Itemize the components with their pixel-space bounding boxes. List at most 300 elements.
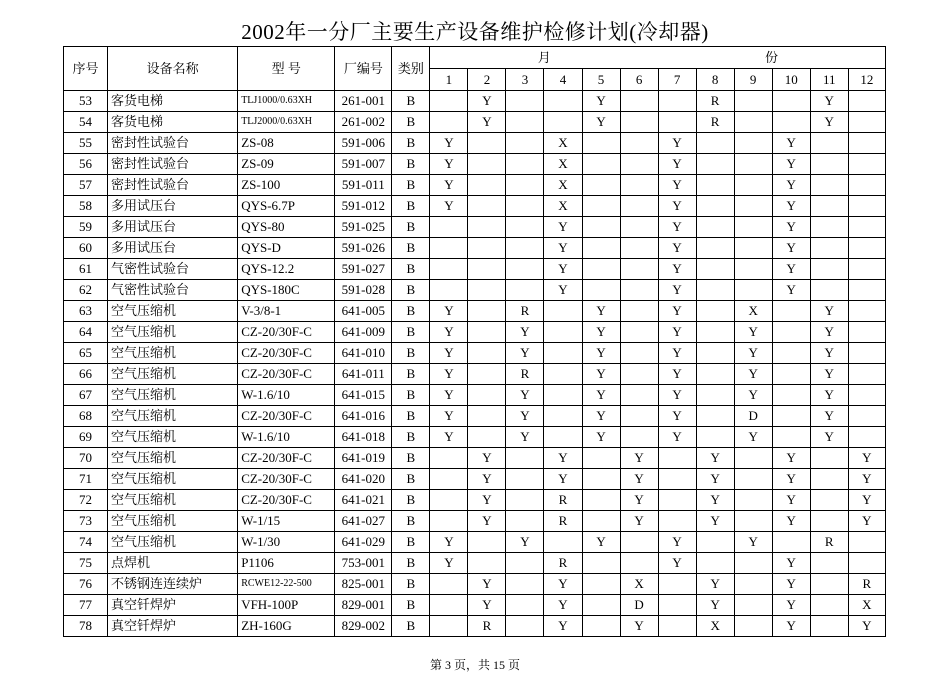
cell-month-8: X	[696, 616, 734, 637]
cell-category: B	[392, 280, 430, 301]
cell-category: B	[392, 322, 430, 343]
cell-plant-no: 641-021	[335, 490, 392, 511]
cell-month-2: Y	[468, 448, 506, 469]
cell-plant-no: 591-025	[335, 217, 392, 238]
cell-month-6	[620, 280, 658, 301]
header-month-8: 8	[696, 69, 734, 91]
cell-month-10: Y	[772, 259, 810, 280]
cell-month-4: X	[544, 133, 582, 154]
cell-seq: 72	[64, 490, 108, 511]
cell-month-8: R	[696, 91, 734, 112]
cell-seq: 66	[64, 364, 108, 385]
cell-month-2: Y	[468, 574, 506, 595]
cell-month-5: Y	[582, 364, 620, 385]
cell-model: W-1.6/10	[238, 427, 335, 448]
cell-month-6: Y	[620, 616, 658, 637]
cell-model: QYS-180C	[238, 280, 335, 301]
cell-month-9	[734, 259, 772, 280]
cell-plant-no: 641-029	[335, 532, 392, 553]
cell-month-7	[658, 91, 696, 112]
cell-month-12	[848, 196, 885, 217]
cell-month-3: Y	[506, 406, 544, 427]
cell-month-6: Y	[620, 448, 658, 469]
cell-seq: 57	[64, 175, 108, 196]
cell-month-7: Y	[658, 322, 696, 343]
cell-month-1: Y	[430, 196, 468, 217]
cell-name: 空气压缩机	[108, 448, 238, 469]
cell-seq: 53	[64, 91, 108, 112]
cell-month-6	[620, 385, 658, 406]
cell-month-3: Y	[506, 322, 544, 343]
cell-month-12	[848, 154, 885, 175]
table-row	[64, 322, 886, 343]
cell-month-8	[696, 322, 734, 343]
cell-seq: 67	[64, 385, 108, 406]
cell-month-5	[582, 448, 620, 469]
cell-category: B	[392, 217, 430, 238]
cell-month-9: Y	[734, 322, 772, 343]
cell-name: 空气压缩机	[108, 301, 238, 322]
table-row	[64, 133, 886, 154]
cell-month-2	[468, 385, 506, 406]
cell-month-3: Y	[506, 385, 544, 406]
table-row	[64, 112, 886, 133]
cell-month-10: Y	[772, 175, 810, 196]
header-month-4: 4	[544, 69, 582, 91]
cell-month-11	[810, 448, 848, 469]
cell-month-8: R	[696, 112, 734, 133]
cell-month-10: Y	[772, 574, 810, 595]
cell-category: B	[392, 427, 430, 448]
cell-month-8	[696, 196, 734, 217]
cell-plant-no: 591-028	[335, 280, 392, 301]
cell-month-9	[734, 574, 772, 595]
cell-month-8: Y	[696, 490, 734, 511]
table-row	[64, 511, 886, 532]
cell-month-4: Y	[544, 217, 582, 238]
cell-month-8	[696, 175, 734, 196]
cell-month-10: Y	[772, 595, 810, 616]
cell-month-3	[506, 553, 544, 574]
cell-month-3	[506, 91, 544, 112]
cell-month-4	[544, 301, 582, 322]
cell-month-11	[810, 175, 848, 196]
cell-month-2	[468, 259, 506, 280]
cell-model: QYS-80	[238, 217, 335, 238]
cell-month-1	[430, 112, 468, 133]
cell-month-12	[848, 385, 885, 406]
cell-month-3	[506, 595, 544, 616]
header-model: 型 号	[238, 47, 335, 91]
cell-month-5: Y	[582, 301, 620, 322]
cell-model: QYS-12.2	[238, 259, 335, 280]
cell-month-10: Y	[772, 280, 810, 301]
header-row-1	[64, 47, 886, 69]
cell-month-4: X	[544, 196, 582, 217]
cell-plant-no: 641-009	[335, 322, 392, 343]
table-row	[64, 175, 886, 196]
cell-month-3	[506, 154, 544, 175]
cell-plant-no: 825-001	[335, 574, 392, 595]
cell-category: B	[392, 406, 430, 427]
cell-month-5	[582, 217, 620, 238]
cell-model: CZ-20/30F-C	[238, 448, 335, 469]
cell-month-3: Y	[506, 427, 544, 448]
cell-month-8	[696, 532, 734, 553]
cell-seq: 65	[64, 343, 108, 364]
cell-name: 空气压缩机	[108, 511, 238, 532]
cell-month-6	[620, 322, 658, 343]
header-month-6: 6	[620, 69, 658, 91]
cell-month-1	[430, 469, 468, 490]
cell-month-8: Y	[696, 574, 734, 595]
cell-month-11	[810, 574, 848, 595]
cell-month-3	[506, 280, 544, 301]
cell-month-12: Y	[848, 511, 885, 532]
cell-month-12	[848, 238, 885, 259]
cell-category: B	[392, 448, 430, 469]
cell-model: ZH-160G	[238, 616, 335, 637]
cell-month-12	[848, 133, 885, 154]
cell-month-7	[658, 469, 696, 490]
cell-month-6	[620, 532, 658, 553]
cell-month-12	[848, 406, 885, 427]
cell-month-4	[544, 322, 582, 343]
cell-month-10: Y	[772, 616, 810, 637]
cell-month-3	[506, 574, 544, 595]
cell-month-11: Y	[810, 385, 848, 406]
cell-month-3	[506, 238, 544, 259]
cell-month-3	[506, 616, 544, 637]
cell-month-2: Y	[468, 595, 506, 616]
table-row	[64, 154, 886, 175]
cell-month-5	[582, 574, 620, 595]
cell-month-5	[582, 490, 620, 511]
table-row	[64, 217, 886, 238]
cell-month-9	[734, 91, 772, 112]
cell-month-4	[544, 406, 582, 427]
cell-name: 真空钎焊炉	[108, 595, 238, 616]
cell-category: B	[392, 532, 430, 553]
cell-seq: 76	[64, 574, 108, 595]
cell-month-5: Y	[582, 322, 620, 343]
cell-month-6	[620, 259, 658, 280]
cell-month-3	[506, 133, 544, 154]
cell-seq: 56	[64, 154, 108, 175]
cell-month-2: R	[468, 616, 506, 637]
cell-month-8: Y	[696, 511, 734, 532]
cell-month-5	[582, 553, 620, 574]
cell-name: 空气压缩机	[108, 406, 238, 427]
cell-month-2: Y	[468, 511, 506, 532]
page-title: 2002年一分厂主要生产设备维护检修计划(冷却器)	[241, 20, 709, 44]
cell-category: B	[392, 553, 430, 574]
cell-month-11: Y	[810, 343, 848, 364]
cell-month-5	[582, 280, 620, 301]
cell-month-12	[848, 217, 885, 238]
header-seq: 序号	[64, 47, 108, 91]
cell-plant-no: 641-018	[335, 427, 392, 448]
cell-month-11	[810, 469, 848, 490]
table-row	[64, 469, 886, 490]
cell-month-3: R	[506, 364, 544, 385]
cell-month-11: Y	[810, 406, 848, 427]
table-body	[64, 91, 886, 637]
cell-month-2: Y	[468, 490, 506, 511]
cell-month-4: X	[544, 175, 582, 196]
cell-category: B	[392, 385, 430, 406]
cell-month-5	[582, 511, 620, 532]
cell-month-4: R	[544, 553, 582, 574]
cell-month-7: Y	[658, 364, 696, 385]
cell-month-6	[620, 196, 658, 217]
table-row	[64, 574, 886, 595]
cell-month-10	[772, 427, 810, 448]
cell-name: 密封性试验台	[108, 133, 238, 154]
cell-month-8	[696, 406, 734, 427]
cell-month-4: Y	[544, 595, 582, 616]
cell-month-1	[430, 448, 468, 469]
cell-month-11	[810, 511, 848, 532]
header-name: 设备名称	[108, 47, 238, 91]
page-footer: 第 3 页，共 15 页	[429, 658, 520, 672]
table-row	[64, 616, 886, 637]
cell-month-9	[734, 175, 772, 196]
table-row	[64, 490, 886, 511]
cell-month-5: Y	[582, 343, 620, 364]
cell-month-9	[734, 595, 772, 616]
cell-month-6: Y	[620, 511, 658, 532]
cell-month-8	[696, 217, 734, 238]
cell-seq: 55	[64, 133, 108, 154]
header-month-2: 2	[468, 69, 506, 91]
table-row	[64, 427, 886, 448]
cell-plant-no: 261-002	[335, 112, 392, 133]
table-row	[64, 301, 886, 322]
cell-category: B	[392, 175, 430, 196]
cell-category: B	[392, 364, 430, 385]
cell-name: 密封性试验台	[108, 154, 238, 175]
cell-month-10: Y	[772, 469, 810, 490]
cell-month-11: Y	[810, 301, 848, 322]
cell-month-12	[848, 532, 885, 553]
cell-seq: 58	[64, 196, 108, 217]
header-plant-no: 厂编号	[335, 47, 392, 91]
cell-month-1: Y	[430, 133, 468, 154]
cell-month-1	[430, 616, 468, 637]
cell-month-4: R	[544, 511, 582, 532]
table-row	[64, 280, 886, 301]
cell-month-5	[582, 238, 620, 259]
cell-plant-no: 591-007	[335, 154, 392, 175]
table-row	[64, 553, 886, 574]
cell-plant-no: 641-005	[335, 301, 392, 322]
cell-month-5	[582, 259, 620, 280]
cell-model: ZS-08	[238, 133, 335, 154]
cell-category: B	[392, 595, 430, 616]
cell-name: 空气压缩机	[108, 385, 238, 406]
cell-month-4	[544, 364, 582, 385]
cell-month-4	[544, 91, 582, 112]
cell-category: B	[392, 154, 430, 175]
cell-month-7: Y	[658, 385, 696, 406]
cell-month-12	[848, 553, 885, 574]
cell-month-5	[582, 175, 620, 196]
cell-model: TLJ1000/0.63XH	[238, 91, 335, 112]
cell-month-7: Y	[658, 259, 696, 280]
cell-category: B	[392, 511, 430, 532]
cell-month-7: Y	[658, 280, 696, 301]
cell-seq: 63	[64, 301, 108, 322]
cell-month-7: Y	[658, 238, 696, 259]
cell-month-10	[772, 301, 810, 322]
cell-model: QYS-D	[238, 238, 335, 259]
table-row	[64, 238, 886, 259]
cell-month-5: Y	[582, 532, 620, 553]
cell-month-9	[734, 112, 772, 133]
cell-seq: 78	[64, 616, 108, 637]
cell-month-8: Y	[696, 448, 734, 469]
cell-month-8	[696, 133, 734, 154]
cell-month-12	[848, 364, 885, 385]
cell-month-8	[696, 364, 734, 385]
cell-month-9	[734, 448, 772, 469]
cell-month-7	[658, 616, 696, 637]
cell-month-12: Y	[848, 469, 885, 490]
cell-month-5: Y	[582, 112, 620, 133]
cell-month-2: Y	[468, 469, 506, 490]
header-fen-label: 份	[658, 47, 885, 69]
cell-model: VFH-100P	[238, 595, 335, 616]
cell-month-6	[620, 91, 658, 112]
cell-month-10: Y	[772, 238, 810, 259]
cell-month-11	[810, 280, 848, 301]
cell-month-7: Y	[658, 553, 696, 574]
cell-model: QYS-6.7P	[238, 196, 335, 217]
cell-month-3	[506, 448, 544, 469]
cell-month-2	[468, 427, 506, 448]
cell-month-12	[848, 427, 885, 448]
cell-month-8	[696, 238, 734, 259]
cell-month-6	[620, 553, 658, 574]
cell-seq: 68	[64, 406, 108, 427]
table-row	[64, 406, 886, 427]
cell-name: 客货电梯	[108, 91, 238, 112]
cell-month-12	[848, 91, 885, 112]
cell-model: RCWE12-22-500	[238, 574, 335, 595]
table-row	[64, 595, 886, 616]
cell-model: P1106	[238, 553, 335, 574]
cell-name: 空气压缩机	[108, 469, 238, 490]
cell-month-9	[734, 217, 772, 238]
cell-month-5: Y	[582, 91, 620, 112]
cell-month-9: Y	[734, 427, 772, 448]
header-month-12: 12	[848, 69, 885, 91]
cell-month-4	[544, 532, 582, 553]
cell-month-6: Y	[620, 490, 658, 511]
cell-month-8	[696, 280, 734, 301]
cell-month-7	[658, 112, 696, 133]
cell-month-4	[544, 343, 582, 364]
cell-month-12	[848, 322, 885, 343]
cell-plant-no: 591-027	[335, 259, 392, 280]
cell-month-1: Y	[430, 154, 468, 175]
cell-month-11: Y	[810, 322, 848, 343]
cell-month-9	[734, 490, 772, 511]
cell-month-10: Y	[772, 217, 810, 238]
cell-month-1: Y	[430, 385, 468, 406]
cell-model: CZ-20/30F-C	[238, 364, 335, 385]
cell-seq: 61	[64, 259, 108, 280]
cell-plant-no: 753-001	[335, 553, 392, 574]
cell-month-8: Y	[696, 469, 734, 490]
cell-category: B	[392, 574, 430, 595]
cell-month-2	[468, 343, 506, 364]
cell-plant-no: 591-006	[335, 133, 392, 154]
cell-seq: 69	[64, 427, 108, 448]
table-row	[64, 343, 886, 364]
cell-category: B	[392, 112, 430, 133]
cell-month-6	[620, 406, 658, 427]
cell-month-4	[544, 112, 582, 133]
cell-month-6	[620, 133, 658, 154]
cell-month-5	[582, 133, 620, 154]
cell-month-1	[430, 595, 468, 616]
cell-month-9	[734, 616, 772, 637]
cell-model: TLJ2000/0.63XH	[238, 112, 335, 133]
cell-month-8	[696, 154, 734, 175]
cell-plant-no: 641-010	[335, 343, 392, 364]
cell-month-11	[810, 133, 848, 154]
table-row	[64, 364, 886, 385]
cell-month-10: Y	[772, 553, 810, 574]
cell-month-2	[468, 532, 506, 553]
cell-month-6	[620, 238, 658, 259]
cell-month-1: Y	[430, 322, 468, 343]
cell-category: B	[392, 196, 430, 217]
cell-category: B	[392, 343, 430, 364]
cell-month-2: Y	[468, 112, 506, 133]
cell-month-5	[582, 469, 620, 490]
cell-name: 空气压缩机	[108, 322, 238, 343]
cell-plant-no: 641-019	[335, 448, 392, 469]
cell-plant-no: 829-001	[335, 595, 392, 616]
cell-model: ZS-100	[238, 175, 335, 196]
cell-month-3	[506, 217, 544, 238]
cell-month-6: D	[620, 595, 658, 616]
cell-month-6	[620, 364, 658, 385]
cell-month-9: X	[734, 301, 772, 322]
cell-month-1	[430, 91, 468, 112]
cell-month-11	[810, 217, 848, 238]
cell-month-7	[658, 574, 696, 595]
cell-month-4: Y	[544, 259, 582, 280]
cell-model: CZ-20/30F-C	[238, 490, 335, 511]
cell-name: 空气压缩机	[108, 343, 238, 364]
cell-name: 气密性试验台	[108, 259, 238, 280]
cell-month-4: Y	[544, 448, 582, 469]
cell-month-1: Y	[430, 406, 468, 427]
cell-seq: 59	[64, 217, 108, 238]
cell-model: ZS-09	[238, 154, 335, 175]
cell-month-9	[734, 553, 772, 574]
cell-month-2	[468, 154, 506, 175]
cell-month-11	[810, 490, 848, 511]
cell-month-3	[506, 259, 544, 280]
cell-month-12: Y	[848, 490, 885, 511]
cell-month-6	[620, 301, 658, 322]
cell-name: 真空钎焊炉	[108, 616, 238, 637]
